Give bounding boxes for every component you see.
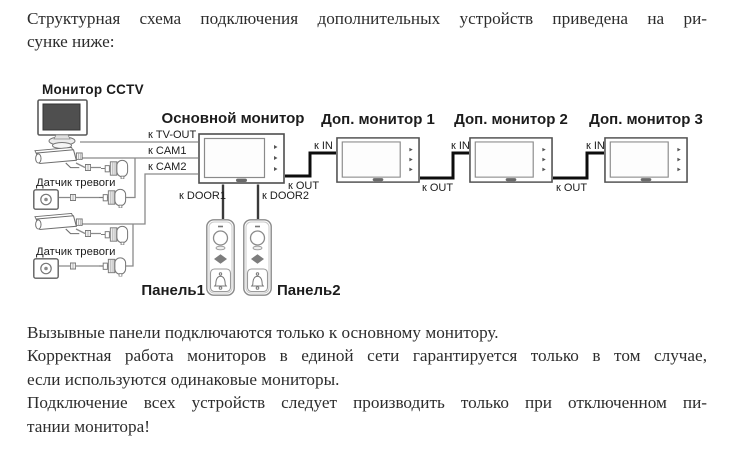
cctv-monitor-icon bbox=[38, 100, 87, 149]
intro-line-1: Структурная схема подключения дополнительных устройств приведена на ри- bbox=[27, 9, 707, 28]
port-in-label: к IN bbox=[451, 140, 470, 152]
port-out-label: к OUT bbox=[422, 182, 454, 194]
aux-monitor-1-label: Доп. монитор 1 bbox=[321, 111, 435, 128]
port-in-label: к IN bbox=[314, 140, 333, 152]
wiring-diagram bbox=[0, 70, 734, 322]
note-line-4: Подключение всех устройств следует производить только при отключенном пи- bbox=[27, 393, 707, 413]
door-panel-1-icon bbox=[207, 220, 234, 295]
note-line-5: тании монитора! bbox=[27, 416, 150, 436]
camera-1-icon bbox=[35, 147, 82, 167]
main-monitor-icon bbox=[199, 134, 284, 183]
port-cam1-label: к CAM1 bbox=[148, 145, 187, 157]
port-tv-out-label: к TV-OUT bbox=[148, 129, 197, 141]
aux-monitor-3-icon bbox=[605, 138, 687, 182]
connector-icon bbox=[70, 195, 75, 201]
port-cam2-label: к CAM2 bbox=[148, 161, 187, 173]
intro-line-2: сунке ниже: bbox=[27, 32, 115, 52]
door-panel-2-icon bbox=[244, 220, 271, 295]
power-adapter-icon bbox=[99, 189, 126, 208]
alarm-sensor-1-icon bbox=[34, 190, 58, 209]
notes-paragraphs bbox=[27, 321, 707, 438]
note-line-1: Вызывные панели подключаются только к основному монитору. bbox=[27, 323, 499, 342]
main-monitor-label: Основной монитор bbox=[161, 110, 305, 127]
wire-aux1-to-aux2 bbox=[420, 153, 469, 178]
camera-2-icon bbox=[35, 213, 82, 233]
connector-icon bbox=[85, 231, 90, 237]
note-line-3: если используются одинаковые мониторы. bbox=[27, 369, 340, 389]
power-adapter-icon bbox=[99, 258, 126, 277]
aux-monitor-2-label: Доп. монитор 2 bbox=[454, 111, 568, 128]
port-in-label: к IN bbox=[586, 140, 605, 152]
alarm-sensor-2-label: Датчик тревоги bbox=[36, 246, 116, 258]
power-adapter-icon bbox=[101, 226, 128, 245]
connector-icon bbox=[85, 165, 90, 171]
alarm-sensor-2-icon bbox=[34, 259, 58, 278]
wire-main-to-aux1 bbox=[285, 153, 336, 176]
aux-monitor-1-icon bbox=[337, 138, 419, 182]
note-line-2: Корректная работа мониторов в единой сети гарантируется только в том случае, bbox=[27, 346, 707, 366]
aux-monitor-3-label: Доп. монитор 3 bbox=[589, 111, 703, 128]
port-out-label: к OUT bbox=[556, 182, 588, 194]
cctv-monitor-label: Монитор CCTV bbox=[42, 82, 144, 97]
panel-2-label: Панель2 bbox=[277, 282, 341, 299]
connector-icon bbox=[70, 263, 75, 269]
intro-paragraph bbox=[27, 7, 707, 54]
alarm-sensor-1-label: Датчик тревоги bbox=[36, 177, 116, 189]
port-out-label: к OUT bbox=[288, 180, 320, 192]
port-door2-label: к DOOR2 bbox=[262, 190, 309, 202]
wire-aux2-to-aux3 bbox=[553, 153, 604, 178]
port-door1-label: к DOOR1 bbox=[179, 190, 226, 202]
panel-1-label: Панель1 bbox=[141, 282, 205, 299]
aux-monitor-2-icon bbox=[470, 138, 552, 182]
